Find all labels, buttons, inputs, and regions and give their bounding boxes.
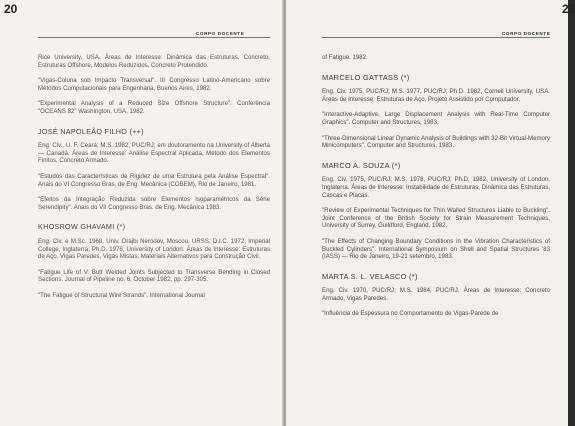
- body-paragraph: "Experimental Analysis of a Reduced Size Offshore Structure". Conferência "OCEANS 82" Washington, USA, 1982.: [38, 100, 270, 115]
- right-page-content: [322, 54, 550, 326]
- body-paragraph: "Influência de Espessura no Comportamento de Vigas-Parede de: [322, 310, 499, 318]
- right-page: [286, 0, 575, 426]
- header-rule: [38, 37, 270, 38]
- body-paragraph: Eng. Civ. 1970, PUC/RJ; M.S. 1984, PUC/RJ. Áreas de Interesse: Concreto Armado, Vigas Paredes.: [322, 287, 550, 302]
- body-paragraph: Eng. Civ. 1975, PUC/RJ; M.S. 1977, PUC/RJ; Ph.D. 1982, Cornell University, USA. Áreas de Interesse: Estruturas de Aço, Projeto Assistido por Computador.: [322, 88, 550, 103]
- body-paragraph: "The Fatigue of Structural Wire Strands". International Journal: [38, 291, 205, 299]
- faculty-name-heading: MARCELO GATTASS (*): [322, 72, 410, 82]
- body-paragraph: "Fatigue Life of V. Butt Welded Joints Subjected to Transverse Bending in Closed Sections. Journal of Pipeline no. 6, October 1982, pp. 297-305.: [38, 268, 270, 284]
- faculty-name-heading: MARCO A. SOUZA (*): [322, 160, 401, 170]
- body-paragraph: Eng. Civ. 1975, PUC/RJ; M.S. 1978, PUC/RJ; Ph.D. 1982, University of London, Inglaterra. Áreas de Interesse: Instabilidade de Estruturas, Dinâmica das Estruturas, Cascas e Placas.: [322, 176, 550, 199]
- body-paragraph: "Interactive-Adaptive, Large Displacement Analysis with Real-Time Computer Graphics". Computer and Structures, 1983.: [322, 111, 550, 126]
- page-number: 20: [4, 2, 18, 16]
- body-paragraph: Eng. Civ. e M.Sc. 1968, Univ. Drajbi Nerodov, Moscou, URSS; D.I.C. 1972, Imperial College, Inglaterra; Ph.D. 1976, University of London. Áreas de Interesse: Estruturas de Aço, Vigas Paredes, Vigas Mistas, Materiais Alternativos para Construção Civil.: [38, 237, 270, 261]
- faculty-name-heading: MARTA S. L. VELASCO (*): [322, 271, 418, 281]
- body-paragraph: "Vigas-Coluna sob Impacto Transversal". III Congresso Latino-Americano sobre Métodos Computacionais para Engenharia, Buenos Aires, 1982.: [38, 77, 270, 92]
- body-paragraph: "Estudos das Características de Rigidez de uma Estrutura pela Análise Espectral". Anais do VI Congresso Bras. de Eng. Mecânica (COBEM), Rio de Janeiro, 1981.: [38, 172, 270, 188]
- running-head: CORPO DOCENTE: [196, 31, 245, 36]
- body-paragraph: "The Effects of Changing Boundary Conditions in the Vibration Characteristics of Buckled Cylinders". International Symposium on Shell and Spatial Structures '83 (IASS) — Rio de Janeiro, 19-21 setembro, 1983.: [322, 237, 550, 261]
- left-page: [0, 0, 284, 426]
- faculty-name-heading: JOSÉ NAPOLEÃO FILHO (++): [38, 126, 144, 136]
- body-paragraph: of Fatigue. 1982.: [322, 54, 368, 61]
- running-head: CORPO DOCENTE: [502, 31, 551, 36]
- header-rule: [322, 37, 550, 38]
- faculty-name-heading: KHOSROW GHAVAMI (*): [38, 222, 126, 232]
- body-paragraph: "Three-Dimensional Linear Dynamic Analysis of Buildings with 32-Bit Virtual-Memory Minicomputers". Computer and Structures, 1983.: [322, 134, 550, 150]
- body-paragraph: "Review of Experimental Techniques for Thin Walled Structures Liable to Buckling". Joint Conference of the British Society for Strain Measurement Techniques, University of Surrey, Guildford, England, 1982.: [322, 207, 550, 230]
- body-paragraph: Eng. Civ., U. F. Ceará; M.S. 1982, PUC/RJ; em doutoramento na University of Alberta — Canadá. Áreas de Interesse: Análise Espectral Aplicada, Método dos Elementos Finitos, Concreto Armado.: [38, 142, 270, 165]
- left-page-content: [38, 54, 270, 307]
- body-paragraph: Rice University, USA. Áreas de Interesse: Dinâmica das Estruturas, Concreto, Estruturas Offshore, Modelos Reduzidos, Concreto Protendido.: [38, 54, 270, 69]
- body-paragraph: "Efeitos da Integração Reduzida sobre Elementos Isoparamétricos da Série Serendipity". Anais do VII Congresso Bras. de Eng. Mecânica 1983.: [38, 196, 270, 211]
- page-number: 21: [562, 2, 575, 16]
